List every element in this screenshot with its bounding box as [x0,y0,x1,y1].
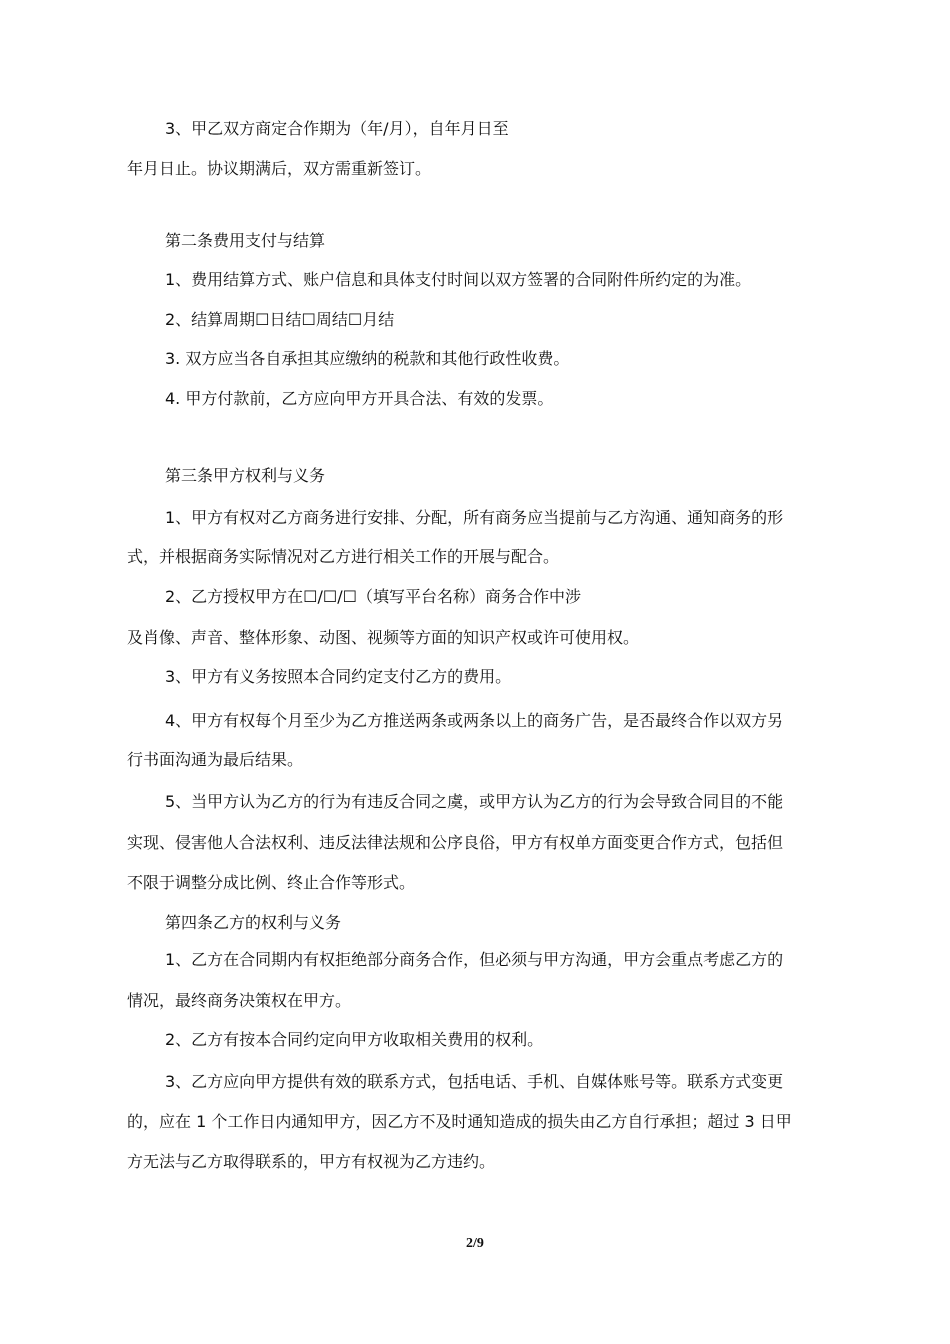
section-3-item-1-line-2: 式，并根据商务实际情况对乙方进行相关工作的开展与配合。 [127,547,560,566]
section-4-heading: 第四条乙方的权利与义务 [165,913,342,932]
section-3-item-4-line-2: 行书面沟通为最后结果。 [127,750,304,769]
clause-3-line-2: 年月日止。协议期满后，双方需重新签订。 [127,159,432,178]
section-2-item-2: 2、结算周期☐日结☐周结☐月结 [165,310,395,329]
page-number: 2/9 [466,1236,484,1251]
section-2-item-1: 1、费用结算方式、账户信息和具体支付时间以双方签署的合同附件所约定的为准。 [165,270,752,289]
clause-3-line-1: 3、甲乙双方商定合作期为（年/月），自年月日至 [165,119,509,138]
section-4-item-1-line-1: 1、乙方在合同期内有权拒绝部分商务合作，但必须与甲方沟通，甲方会重点考虑乙方的 [165,950,784,969]
section-4-item-3-line-1: 3、乙方应向甲方提供有效的联系方式，包括电话、手机、自媒体账号等。联系方式变更 [165,1072,784,1091]
section-3-item-3: 3、甲方有义务按照本合同约定支付乙方的费用。 [165,667,512,686]
section-3-item-1-line-1: 1、甲方有权对乙方商务进行安排、分配，所有商务应当提前与乙方沟通、通知商务的形 [165,508,784,527]
section-2-item-4: 4. 甲方付款前，乙方应向甲方开具合法、有效的发票。 [165,389,554,408]
section-2-heading: 第二条费用支付与结算 [165,231,326,250]
section-4-item-2: 2、乙方有按本合同约定向甲方收取相关费用的权利。 [165,1030,544,1049]
section-4-item-3-line-2: 的，应在 1 个工作日内通知甲方，因乙方不及时通知造成的损失由乙方自行承担；超过 3 日甲 [127,1112,792,1131]
section-3-item-5-line-1: 5、当甲方认为乙方的行为有违反合同之虞，或甲方认为乙方的行为会导致合同目的不能 [165,792,784,811]
section-4-item-1-line-2: 情况，最终商务决策权在甲方。 [127,991,352,1010]
section-3-heading: 第三条甲方权利与义务 [165,466,326,485]
section-3-item-4-line-1: 4、甲方有权每个月至少为乙方推送两条或两条以上的商务广告，是否最终合作以双方另 [165,711,784,730]
section-2-item-3: 3. 双方应当各自承担其应缴纳的税款和其他行政性收费。 [165,349,570,368]
section-4-item-3-line-3: 方无法与乙方取得联系的，甲方有权视为乙方违约。 [127,1152,496,1171]
section-3-item-2-line-2: 及肖像、声音、整体形象、动图、视频等方面的知识产权或许可使用权。 [127,628,640,647]
section-3-item-5-line-2: 实现、侵害他人合法权利、违反法律法规和公序良俗，甲方有权单方面变更合作方式，包括但 [127,833,784,852]
section-3-item-2-line-1: 2、乙方授权甲方在☐/☐/☐（填写平台名称）商务合作中涉 [165,587,581,606]
section-3-item-5-line-3: 不限于调整分成比例、终止合作等形式。 [127,873,416,892]
